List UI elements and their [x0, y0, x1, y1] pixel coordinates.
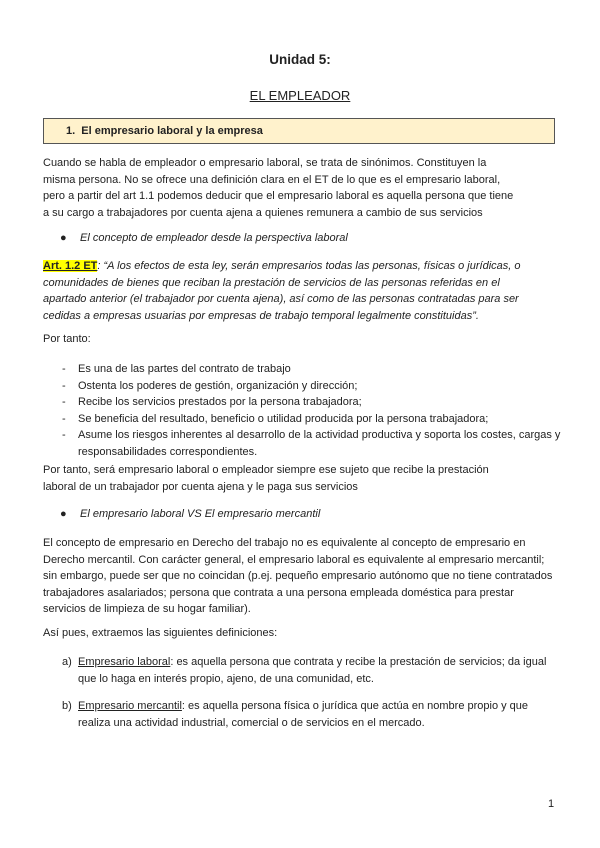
quote-line: cedidas a empresas usuarias por empresas de trabajo temporal legalmente constituidas”. — [43, 309, 479, 322]
por-tanto-label: Por tanto: — [43, 333, 91, 345]
definition-text: : es aquella persona física o jurídica que actúa en nombre propio y que realiza una actividad industrial, comercial o de servicios en el mercado. — [78, 700, 529, 729]
bullet-dot-icon: ● — [60, 508, 67, 520]
quote-line: : “A los efectos de esta ley, serán empresarios todas las personas, físicas o jurídicas, o — [97, 260, 521, 272]
bullet-employer-concept — [60, 230, 348, 247]
quote-line: apartado anterior (el trabajador por cuenta ajena), así como de las personas contratadas para ser — [43, 293, 519, 305]
definition-marker: a) — [62, 656, 72, 668]
vs-line: sin embargo, puede ser que no coincidan (p.ej. pequeño empresario autónomo que no tiene contratados — [43, 570, 553, 582]
page-title: Unidad 5: — [269, 52, 331, 67]
conclusion-line: laboral de un trabajador por cuenta ajena y le paga sus servicios — [43, 480, 358, 493]
intro-line: a su cargo a trabajadores por cuenta ajena a quienes remunera a cambio de sus servicios — [43, 206, 483, 219]
intro-line: pero a partir del art 1.1 podemos deducir que el empresario laboral es aquella persona que tiene — [43, 190, 514, 202]
list-item: - Recibe los servicios prestados por la persona trabajadora; — [62, 396, 362, 408]
vs-line: El concepto de empresario en Derecho del trabajo no es equivalente al concepto de empresario en — [43, 537, 526, 549]
definition-text: : es aquella persona que contrata y recibe la prestación de servicios; da igual que lo haga en interés propio, ajeno, de una comunidad, etc. — [78, 656, 547, 685]
page-subtitle: EL EMPLEADOR — [249, 88, 351, 103]
asi-pues-label: Así pues, extraemos las siguientes definiciones: — [43, 627, 278, 639]
vs-paragraph — [43, 535, 563, 618]
definition-b — [62, 698, 552, 731]
intro-line: misma persona. No se ofrece una definición clara en el ET de lo que es el empresario laboral, — [43, 173, 501, 186]
section-heading: 1. El empresario laboral y la empresa — [43, 118, 555, 144]
list-item: - Asume los riesgos inherentes al desarrollo de la actividad productiva y soporta los costes, cargas y responsabilidades correspondientes. — [62, 429, 561, 458]
intro-paragraph — [43, 155, 563, 221]
definition-term: Empresario mercantil — [78, 700, 182, 712]
definition-term: Empresario laboral — [78, 656, 171, 668]
intro-line: Cuando se habla de empleador o empresario laboral, se trata de sinónimos. Constituyen la — [43, 157, 487, 169]
list-item: - Se beneficia del resultado, beneficio o utilidad producida por la persona trabajadora; — [62, 412, 489, 425]
conclusion-line: Por tanto, será empresario laboral o empleador siempre ese sujeto que recibe la prestación — [43, 464, 489, 476]
definition-marker: b) — [62, 700, 72, 712]
bullet-text: El concepto de empleador desde la perspectiva laboral — [80, 232, 348, 244]
vs-line: Derecho mercantil. Con carácter general, el empresario laboral es equivalente al empresario mercantil; — [43, 553, 545, 566]
list-item: - Es una de las partes del contrato de trabajo — [62, 363, 291, 375]
bullet-dot-icon: ● — [60, 232, 67, 244]
definition-a — [62, 654, 552, 687]
article-reference: Art. 1.2 ET — [43, 260, 98, 272]
list-item: - Ostenta los poderes de gestión, organización y dirección; — [62, 379, 358, 392]
vs-line: servicios de limpieza de su hogar familiar). — [43, 603, 251, 615]
vs-line: trabajadores asalariados; persona que contrata a una persona empleada doméstica para prestar — [43, 586, 514, 599]
article-quote — [43, 258, 563, 324]
bullet-text: El empresario laboral VS El empresario mercantil — [80, 508, 321, 520]
bullet-laboral-vs-mercantil — [60, 506, 320, 523]
conclusion-paragraph — [43, 462, 563, 495]
quote-line: comunidades de bienes que reciban la prestación de servicios de las personas referidas en el — [43, 276, 500, 289]
characteristics-list — [62, 361, 562, 460]
page-number: 1 — [548, 798, 555, 810]
